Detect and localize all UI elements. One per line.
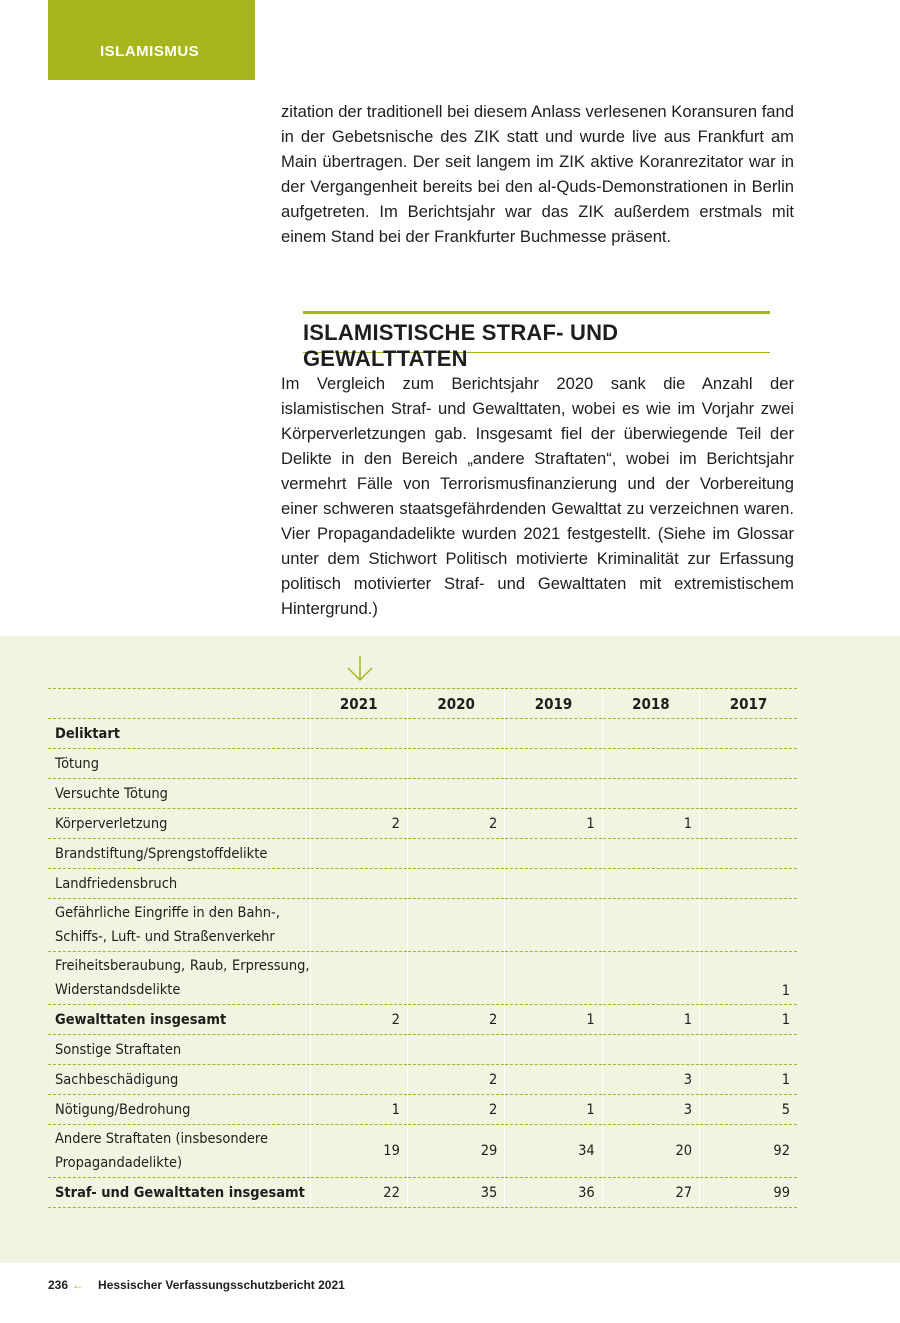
- value-cell: [407, 749, 504, 779]
- value-cell: 99: [700, 1178, 797, 1208]
- value-cell: [700, 749, 797, 779]
- footer-title: Hessischer Verfassungsschutzbericht 2021: [98, 1278, 345, 1292]
- value-cell: [700, 869, 797, 899]
- value-cell: [602, 952, 699, 1005]
- value-cell: 2: [407, 809, 504, 839]
- value-cell: 1: [505, 1005, 602, 1035]
- section-heading: ISLAMISTISCHE STRAF- UND GEWALTTATEN: [303, 320, 619, 371]
- value-cell: 2: [407, 1065, 504, 1095]
- table-row: [48, 779, 797, 809]
- value-cell: 36: [505, 1178, 602, 1208]
- year-header: 2019: [505, 689, 602, 719]
- row-label: Sachbeschädigung: [55, 1071, 179, 1088]
- section-heading-box: [303, 311, 770, 371]
- value-cell: [407, 1035, 504, 1065]
- value-cell: [700, 779, 797, 809]
- value-cell: [602, 719, 699, 749]
- row-label: Freiheitsberaubung, Raub, Erpressung, Widerstandsdelikte: [55, 958, 310, 998]
- value-cell: [700, 719, 797, 749]
- value-cell: 19: [310, 1125, 407, 1178]
- value-cell: 2: [310, 809, 407, 839]
- value-cell: [505, 749, 602, 779]
- value-cell: 3: [602, 1065, 699, 1095]
- table-row: [48, 1125, 797, 1178]
- year-header: 2021: [310, 689, 407, 719]
- value-cell: 2: [407, 1005, 504, 1035]
- value-cell: [602, 1035, 699, 1065]
- value-cell: [407, 952, 504, 1005]
- table-header-row: [48, 689, 797, 719]
- value-cell: [505, 839, 602, 869]
- row-label: Gewalttaten insgesamt: [55, 1011, 227, 1028]
- value-cell: [602, 899, 699, 952]
- value-cell: [700, 839, 797, 869]
- value-cell: 1: [505, 1095, 602, 1125]
- value-cell: [505, 869, 602, 899]
- value-cell: 92: [700, 1125, 797, 1178]
- section-tab: [48, 0, 255, 80]
- row-label: Brandstiftung/Sprengstoffdelikte: [55, 845, 268, 862]
- value-cell: 2: [407, 1095, 504, 1125]
- value-cell: 1: [505, 809, 602, 839]
- arrow-left-icon: ←: [72, 1278, 85, 1292]
- value-cell: [310, 839, 407, 869]
- header-blank-cell: [48, 689, 310, 719]
- page-footer: [48, 1278, 345, 1292]
- row-label: Körperverletzung: [55, 815, 168, 832]
- value-cell: [700, 899, 797, 952]
- value-cell: [505, 1065, 602, 1095]
- body-paragraph: Im Vergleich zum Berichtsjahr 2020 sank die Anzahl der islamistischen Straf- und Gewalttaten, wobei es wie im Vorjahr zwei Körperverletzungen gab. Insgesamt fiel der überwiegende Teil der Delikte in den Bereich „andere Straftaten“, wobei im Berichtsjahr vermehrt Fälle von Terrorismusfinanzierung und der Vorbereitung einer schweren staatsgefährdenden Gewalttat zu verzeichnen waren. Vier Propagandadelikte wurden 2021 festgestellt. (Siehe im Glossar unter dem Stichwort Politisch motivierte Kriminalität zur Erfassung politisch motivierter Straf- und Gewalttaten mit extremistischem Hintergrund.): [281, 374, 794, 618]
- value-cell: [310, 1065, 407, 1095]
- value-cell: [602, 839, 699, 869]
- value-cell: 27: [602, 1178, 699, 1208]
- table-row: [48, 719, 797, 749]
- row-label: Landfriedensbruch: [55, 875, 178, 892]
- value-cell: 1: [700, 1005, 797, 1035]
- row-label: Versuchte Tötung: [55, 785, 168, 802]
- value-cell: [505, 779, 602, 809]
- table-row: [48, 839, 797, 869]
- value-cell: [310, 869, 407, 899]
- value-cell: 29: [407, 1125, 504, 1178]
- section-tab-label: ISLAMISMUS: [100, 42, 200, 60]
- value-cell: [310, 749, 407, 779]
- intro-paragraph: zitation der traditionell bei diesem Anlass verlesenen Koransuren fand in der Gebetsnische des ZIK statt und wurde live aus Frankfurt am Main übertragen. Der seit langem im ZIK aktive Koranrezitator war in der Vergangenheit bereits bei den al-Quds-Demonstrationen in Berlin aufgetreten. Im Berichtsjahr war das ZIK außerdem erstmals mit einem Stand bei der Frankfurter Buchmesse präsent.: [281, 102, 794, 246]
- value-cell: [407, 839, 504, 869]
- table-row: [48, 1005, 797, 1035]
- value-cell: [407, 779, 504, 809]
- value-cell: [700, 809, 797, 839]
- value-cell: [310, 899, 407, 952]
- table-row: [48, 1065, 797, 1095]
- value-cell: [505, 719, 602, 749]
- table-row: [48, 899, 797, 952]
- row-label: Andere Straftaten (insbesondere Propagandadelikte): [55, 1131, 268, 1171]
- value-cell: 1: [310, 1095, 407, 1125]
- value-cell: [602, 749, 699, 779]
- value-cell: 1: [602, 1005, 699, 1035]
- value-cell: [310, 779, 407, 809]
- table-row: [48, 1095, 797, 1125]
- value-cell: [505, 1035, 602, 1065]
- row-label: Tötung: [55, 755, 99, 772]
- table-row: [48, 952, 797, 1005]
- table-row: [48, 1178, 797, 1208]
- year-header: 2020: [407, 689, 504, 719]
- table-row: [48, 809, 797, 839]
- value-cell: [407, 869, 504, 899]
- row-label: Sonstige Straftaten: [55, 1041, 182, 1058]
- row-label: Nötigung/Bedrohung: [55, 1101, 191, 1118]
- value-cell: [505, 952, 602, 1005]
- value-cell: 35: [407, 1178, 504, 1208]
- value-cell: [310, 1035, 407, 1065]
- value-cell: 20: [602, 1125, 699, 1178]
- table-row: [48, 869, 797, 899]
- value-cell: [310, 719, 407, 749]
- value-cell: [602, 779, 699, 809]
- table-row: [48, 749, 797, 779]
- row-label: Straf- und Gewalttaten insgesamt: [55, 1184, 305, 1201]
- value-cell: 5: [700, 1095, 797, 1125]
- value-cell: [505, 899, 602, 952]
- value-cell: [310, 952, 407, 1005]
- row-label: Gefährliche Eingriffe in den Bahn-, Schiffs-, Luft- und Straßenverkehr: [55, 905, 280, 945]
- row-label: Deliktart: [55, 725, 121, 742]
- value-cell: [602, 869, 699, 899]
- value-cell: 22: [310, 1178, 407, 1208]
- value-cell: [407, 719, 504, 749]
- value-cell: 2: [310, 1005, 407, 1035]
- value-cell: [407, 899, 504, 952]
- value-cell: 1: [700, 1065, 797, 1095]
- value-cell: 1: [602, 809, 699, 839]
- year-header: 2017: [700, 689, 797, 719]
- page-number: 236: [48, 1278, 69, 1292]
- value-cell: 1: [700, 952, 797, 1005]
- value-cell: [700, 1035, 797, 1065]
- year-header: 2018: [602, 689, 699, 719]
- table-row: [48, 1035, 797, 1065]
- value-cell: 3: [602, 1095, 699, 1125]
- offense-statistics-table: [48, 688, 797, 1208]
- value-cell: 34: [505, 1125, 602, 1178]
- arrow-down-icon: [346, 655, 374, 683]
